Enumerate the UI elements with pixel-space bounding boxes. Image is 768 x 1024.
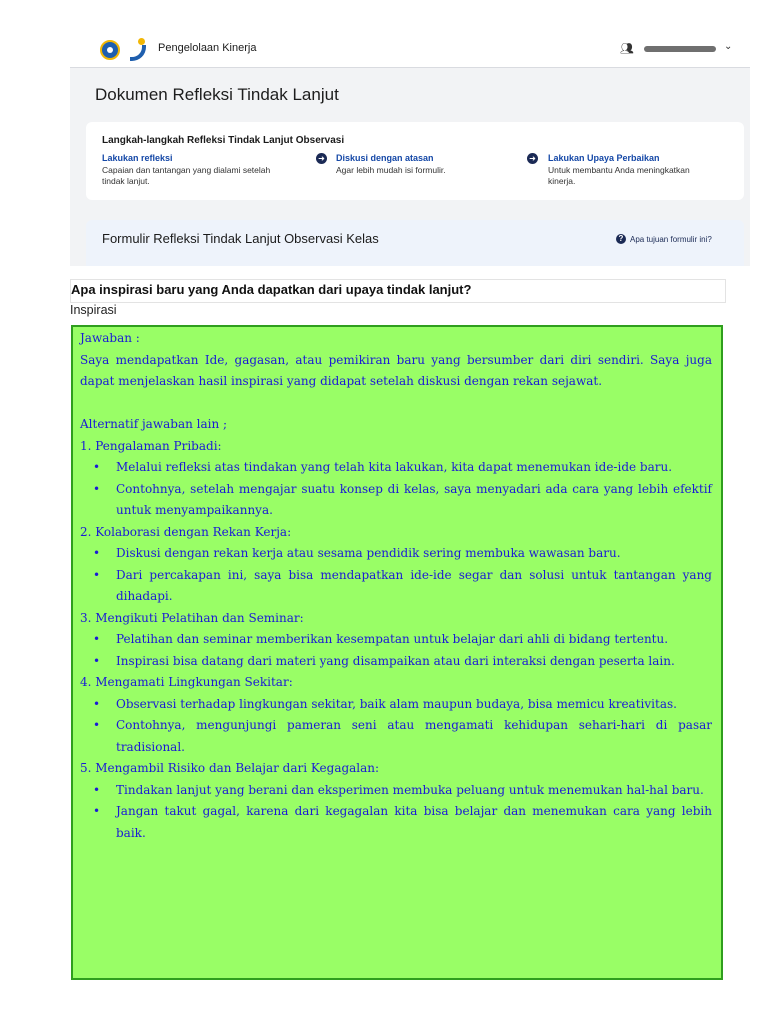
- form-card: [86, 220, 744, 266]
- redacted-username[interactable]: [644, 46, 716, 52]
- step-desc-line: kinerja.: [548, 176, 576, 186]
- answer-heading: Jawaban :: [80, 331, 140, 345]
- step-desc-line: Untuk membantu Anda meningkatkan: [548, 165, 690, 175]
- section-title: 4. Mengamati Lingkungan Sekitar:: [80, 675, 293, 689]
- step-discussion: [336, 153, 516, 176]
- step-desc: [102, 165, 317, 187]
- list-item: • Diskusi dengan rekan kerja atau sesama pendidik sering membuka wawasan baru.: [80, 543, 712, 565]
- section-title: 5. Mengambil Risiko dan Belajar dari Kegagalan:: [80, 761, 380, 775]
- step-title: Lakukan Upaya Perbaikan: [548, 153, 660, 163]
- answer-textarea[interactable]: [71, 325, 723, 980]
- bullet-list: [80, 694, 712, 759]
- app-title: Pengelolaan Kinerja: [158, 42, 257, 54]
- section-title: 1. Pengalaman Pribadi:: [80, 438, 222, 453]
- step-improvement: [548, 153, 738, 187]
- bullet-list: [80, 457, 712, 522]
- page-title: Dokumen Refleksi Tindak Lanjut: [95, 85, 339, 104]
- list-item: • Tindakan lanjut yang berani dan eksperimen membuka peluang untuk menemukan hal-hal baru.: [80, 780, 712, 802]
- list-item: • Observasi terhadap lingkungan sekitar, baik alam maupun budaya, bisa memicu kreativitas.: [80, 694, 712, 716]
- step-desc-line: Agar lebih mudah isi formulir.: [336, 165, 446, 175]
- arrow-right-icon: ➜: [316, 153, 327, 164]
- app-screenshot: [70, 30, 750, 266]
- list-item: • Contohnya, mengunjungi pameran seni atau mengamati kehidupan sehari-hari di pasar tradisional.: [80, 715, 712, 758]
- form-title: Formulir Refleksi Tindak Lanjut Observasi Kelas: [102, 231, 379, 246]
- list-item: • Contohnya, setelah mengajar suatu konsep di kelas, saya menyadari ada cara yang lebih efektif untuk menyampaikannya.: [80, 479, 712, 522]
- merdeka-logo-icon: [128, 38, 150, 62]
- arrow-right-icon: ➜: [527, 153, 538, 164]
- step-desc: [336, 165, 516, 176]
- step-reflection: [102, 153, 317, 187]
- step-desc: [548, 165, 738, 187]
- list-item: • Melalui refleksi atas tindakan yang telah kita lakukan, kita dapat menemukan ide-ide baru.: [80, 457, 712, 479]
- question-text: Apa inspirasi baru yang Anda dapatkan dari upaya tindak lanjut?: [70, 279, 726, 303]
- steps-heading: Langkah-langkah Refleksi Tindak Lanjut Observasi: [102, 135, 345, 146]
- alt-heading: Alternatif jawaban lain ;: [80, 417, 228, 431]
- section-title: 2. Kolaborasi dengan Rekan Kerja:: [80, 524, 292, 539]
- bullet-list: [80, 629, 712, 672]
- steps-card: [86, 122, 744, 200]
- help-icon[interactable]: ?: [616, 234, 626, 244]
- ministry-logo-icon: [100, 40, 120, 60]
- section-title: 3. Mengikuti Pelatihan dan Seminar:: [80, 610, 304, 625]
- list-item: • Inspirasi bisa datang dari materi yang disampaikan atau dari interaksi dengan peserta lain.: [80, 651, 712, 673]
- answer-intro: Saya mendapatkan Ide, gagasan, atau pemikiran baru yang bersumber dari diri sendiri. Saya juga dapat menjelaskan hasil inspirasi yang didapat setelah diskusi dengan rekan sejawat.: [80, 352, 712, 388]
- help-link[interactable]: Apa tujuan formulir ini?: [630, 235, 712, 244]
- list-item: • Jangan takut gagal, karena dari kegagalan kita bisa belajar dan menemukan cara yang lebih baik.: [80, 801, 712, 844]
- group-icon[interactable]: 👥︎: [620, 43, 634, 55]
- list-item: • Dari percakapan ini, saya bisa mendapatkan ide-ide segar dan solusi untuk tantangan yang dihadapi.: [80, 565, 712, 608]
- step-desc-line: tindak lanjut.: [102, 176, 150, 186]
- step-title: Diskusi dengan atasan: [336, 153, 434, 163]
- list-item: • Pelatihan dan seminar memberikan kesempatan untuk belajar dari ahli di bidang tertentu.: [80, 629, 712, 651]
- chevron-down-icon[interactable]: ⌄: [724, 41, 733, 52]
- step-desc-line: Capaian dan tantangan yang dialami setelah: [102, 165, 271, 175]
- step-title: Lakukan refleksi: [102, 153, 173, 163]
- bullet-list: [80, 780, 712, 845]
- bullet-list: [80, 543, 712, 608]
- top-bar: [70, 30, 750, 68]
- field-label: Inspirasi: [70, 303, 117, 317]
